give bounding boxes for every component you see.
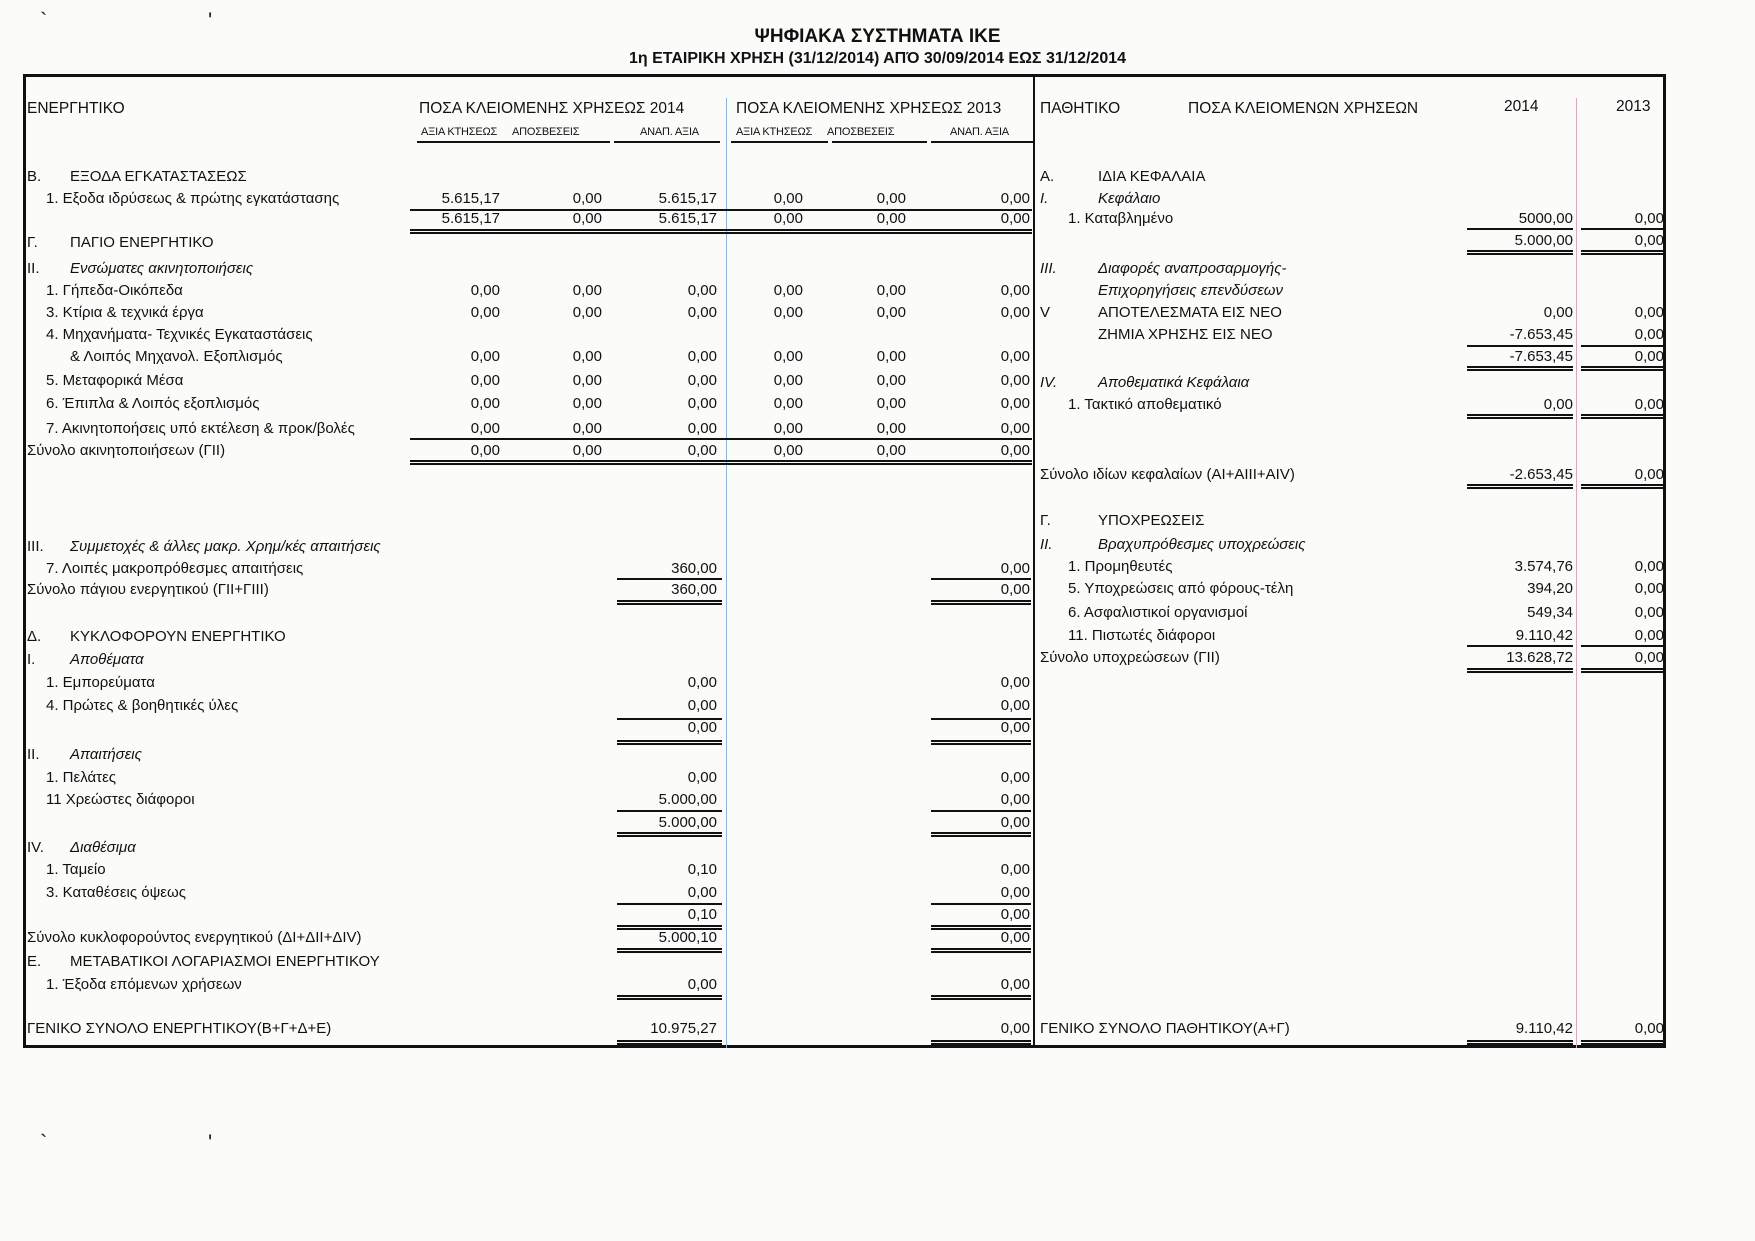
line-item-label: Σύνολο ακινητοποιήσεων (ΓΙΙ) xyxy=(27,442,226,459)
amount-cell: 0,00 xyxy=(687,372,717,389)
amount-cell: 0,00 xyxy=(572,420,602,437)
amount-cell: 0,00 xyxy=(687,304,717,321)
line-item-label: 7. Λοιπές μακροπρόθεσμες απαιτήσεις xyxy=(46,560,304,577)
amount-2013: 0,00 xyxy=(1000,906,1030,923)
amount-2014: 549,34 xyxy=(1527,604,1573,621)
amount-cell: 0,00 xyxy=(773,442,803,459)
amount-cell: 0,00 xyxy=(687,348,717,365)
line-item-label: Σύνολο ιδίων κεφαλαίων (ΑΙ+ΑΙΙΙ+ΑΙV) xyxy=(1040,466,1295,483)
amount-cell: 5.615,17 xyxy=(441,190,500,207)
amount-2014: 5.000,00 xyxy=(658,791,717,808)
double-underline xyxy=(1581,250,1665,255)
amount-cell: 0,00 xyxy=(1000,395,1030,412)
amount-2014: 13.628,72 xyxy=(1506,649,1573,666)
center-divider xyxy=(1033,74,1035,1048)
amount-2013: 0,00 xyxy=(1634,466,1664,483)
line-item-label: 1. Εμπορεύματα xyxy=(46,674,155,691)
group-2014-header: ΠΟΣΑ ΚΛΕΙΟΜΕΝΗΣ ΧΡΗΣΕΩΣ 2014 xyxy=(419,100,685,117)
double-underline xyxy=(1467,366,1573,371)
scan-mark: ` xyxy=(40,1130,48,1155)
subcol-header: ΑΞΙΑ ΚΤΗΣΕΩΣ xyxy=(421,126,498,138)
section-code: Α. xyxy=(1040,168,1055,185)
double-underline xyxy=(410,229,1032,234)
amount-2013: 0,00 xyxy=(1000,814,1030,831)
liabilities-title: ΠΑΘΗΤΙΚΟ xyxy=(1040,100,1121,117)
amount-cell: 0,00 xyxy=(572,282,602,299)
underline xyxy=(1581,228,1665,230)
section-label: ΑΠΟΤΕΛΕΣΜΑΤΑ ΕΙΣ ΝΕΟ xyxy=(1098,304,1282,321)
amount-cell: 0,00 xyxy=(1000,282,1030,299)
line-item-label: 1. Τακτικό αποθεματικό xyxy=(1068,396,1222,413)
amount-2013: 0,00 xyxy=(1000,791,1030,808)
section-label: Απαιτήσεις xyxy=(70,746,142,763)
underline xyxy=(931,810,1031,812)
amount-cell: 0,00 xyxy=(1000,442,1030,459)
amount-2013: 0,00 xyxy=(1634,232,1664,249)
amount-2014: 3.574,76 xyxy=(1514,558,1573,575)
line-item-label: ΖΗΜΙΑ ΧΡΗΣΗΣ ΕΙΣ ΝΕΟ xyxy=(1098,326,1273,343)
double-underline xyxy=(1581,484,1665,489)
amount-2013: 0,00 xyxy=(1634,558,1664,575)
line-item-label: 6. Ασφαλιστικοί οργανισμοί xyxy=(1068,604,1248,621)
amount-2014: 5.000,00 xyxy=(1514,232,1573,249)
amount-2013: 0,00 xyxy=(1000,581,1030,598)
amount-2013: 0,00 xyxy=(1000,929,1030,946)
section-label: Συμμετοχές & άλλες μακρ. Χρημ/κές απαιτήσεις xyxy=(70,538,381,555)
amount-2014: 0,10 xyxy=(687,861,717,878)
section-code: Ι. xyxy=(27,651,36,668)
section-code: V xyxy=(1040,304,1051,321)
amount-2013: 0,00 xyxy=(1000,674,1030,691)
scan-mark: ' xyxy=(208,8,213,33)
amount-2013: 0,00 xyxy=(1000,861,1030,878)
line-item-label: ΓΕΝΙΚΟ ΣΥΝΟΛΟ ΠΑΘΗΤΙΚΟΥ(Α+Γ) xyxy=(1040,1020,1290,1037)
line-item-label: 3. Κτίρια & τεχνικά έργα xyxy=(46,304,204,321)
line-item-label: 1. Γήπεδα-Οικόπεδα xyxy=(46,282,183,299)
section-code: IV. xyxy=(27,839,44,856)
amount-cell: 0,00 xyxy=(687,282,717,299)
amount-2013: 0,00 xyxy=(1000,1020,1030,1037)
amount-2013: 0,00 xyxy=(1634,580,1664,597)
amount-cell: 0,00 xyxy=(687,442,717,459)
amount-2014: 0,00 xyxy=(1543,304,1573,321)
amount-2013: 0,00 xyxy=(1000,697,1030,714)
double-underline xyxy=(617,1040,722,1045)
amount-cell: 0,00 xyxy=(1000,420,1030,437)
subcol-header: ΑΝΑΠ. ΑΞΙΑ xyxy=(950,126,1009,138)
amount-cell: 0,00 xyxy=(773,348,803,365)
double-underline xyxy=(931,740,1031,745)
line-item-label: 1. Πελάτες xyxy=(46,769,116,786)
amount-2013: 0,00 xyxy=(1634,396,1664,413)
amount-cell: 0,00 xyxy=(572,372,602,389)
amount-cell: 0,00 xyxy=(572,304,602,321)
line-item-label: Σύνολο κυκλοφορούντος ενεργητικού (ΔΙ+ΔΙΙ+ΔΙV) xyxy=(27,929,362,946)
year-2014-header: 2014 xyxy=(1504,98,1539,115)
amount-cell: 0,00 xyxy=(1000,210,1030,227)
section-label: Βραχυπρόθεσμες υποχρεώσεις xyxy=(1098,536,1306,553)
underline xyxy=(617,578,722,580)
amount-cell: 0,00 xyxy=(773,304,803,321)
amount-2014: -2.653,45 xyxy=(1509,466,1573,483)
amount-cell: 0,00 xyxy=(876,190,906,207)
amount-2013: 0,00 xyxy=(1000,976,1030,993)
amount-cell: 5.615,17 xyxy=(658,190,717,207)
amount-2014: 0,00 xyxy=(687,719,717,736)
double-underline xyxy=(617,740,722,745)
amount-2013: 0,00 xyxy=(1634,210,1664,227)
section-code: Γ. xyxy=(27,234,38,251)
amount-cell: 5.615,17 xyxy=(441,210,500,227)
section-code: Δ. xyxy=(27,628,42,645)
line-item-label: 1. Έξοδα επόμενων χρήσεων xyxy=(46,976,242,993)
amount-2013: 0,00 xyxy=(1634,627,1664,644)
amount-cell: 0,00 xyxy=(1000,372,1030,389)
year-2013-header: 2013 xyxy=(1616,98,1651,115)
line-item-label: 1. Προμηθευτές xyxy=(1068,558,1173,575)
amount-2014: 360,00 xyxy=(671,560,717,577)
double-underline xyxy=(617,832,722,837)
double-underline xyxy=(1467,414,1573,419)
amount-cell: 0,00 xyxy=(773,372,803,389)
double-underline xyxy=(410,460,1032,465)
underline xyxy=(1581,645,1665,647)
amount-cell: 5.615,17 xyxy=(658,210,717,227)
amount-2014: 9.110,42 xyxy=(1515,627,1573,644)
amount-2014: 0,00 xyxy=(687,976,717,993)
line-item-label: 6. Έπιπλα & Λοιπός εξοπλισμός xyxy=(46,395,260,412)
underline xyxy=(410,209,1032,211)
section-label: ΙΔΙΑ ΚΕΦΑΛΑΙΑ xyxy=(1098,168,1206,185)
section-code: ΙΙΙ. xyxy=(27,538,44,555)
section-label: ΕΞΟΔΑ ΕΓΚΑΤΑΣΤΑΣΕΩΣ xyxy=(70,168,247,185)
amount-2013: 0,00 xyxy=(1634,326,1664,343)
line-item-label: 1. Εξοδα ιδρύσεως & πρώτης εγκατάστασης xyxy=(46,190,340,207)
amount-2014: 0,00 xyxy=(687,769,717,786)
amount-2014: 360,00 xyxy=(671,581,717,598)
amount-cell: 0,00 xyxy=(773,190,803,207)
underline xyxy=(1467,645,1573,647)
section-label: ΚΥΚΛΟΦΟΡΟΥΝ ΕΝΕΡΓΗΤΙΚΟ xyxy=(70,628,286,645)
amount-2013: 0,00 xyxy=(1634,604,1664,621)
section-code: ΙΙΙ. xyxy=(1040,260,1057,277)
section-label: Διαφορές αναπροσαρμογής- xyxy=(1098,260,1287,277)
double-underline xyxy=(1467,250,1573,255)
amount-cell: 0,00 xyxy=(572,442,602,459)
double-underline xyxy=(617,995,722,1000)
amount-cell: 0,00 xyxy=(773,420,803,437)
line-item-label: 5. Μεταφορικά Μέσα xyxy=(46,372,184,389)
line-item-label: 7. Ακινητοποήσεις υπό εκτέλεση & προκ/βολές xyxy=(46,420,355,437)
subcol-header: ΑΠΟΣΒΕΣΕΙΣ xyxy=(512,126,580,138)
line-item-label: 4. Πρώτες & βοηθητικές ύλες xyxy=(46,697,239,714)
subcol-header: ΑΠΟΣΒΕΣΕΙΣ xyxy=(827,126,895,138)
line-item-label: 4. Μηχανήματα- Τεχνικές Εγκαταστάσεις xyxy=(46,326,313,343)
amount-cell: 0,00 xyxy=(470,304,500,321)
amount-cell: 0,00 xyxy=(876,442,906,459)
amount-2014: 5.000,00 xyxy=(658,814,717,831)
amount-cell: 0,00 xyxy=(1000,190,1030,207)
underline xyxy=(617,903,722,905)
double-underline xyxy=(1467,484,1573,489)
amount-2013: 0,00 xyxy=(1000,769,1030,786)
line-item-label: 3. Καταθέσεις όψεως xyxy=(46,884,186,901)
amount-cell: 0,00 xyxy=(470,282,500,299)
underline xyxy=(931,718,1031,720)
section-label: ΥΠΟΧΡΕΩΣΕΙΣ xyxy=(1098,512,1205,529)
amount-2013: 0,00 xyxy=(1634,304,1664,321)
amount-cell: 0,00 xyxy=(687,395,717,412)
amount-cell: 0,00 xyxy=(470,420,500,437)
section-code: Ι. xyxy=(1040,190,1049,207)
underline xyxy=(1581,345,1665,347)
amount-cell: 0,00 xyxy=(470,395,500,412)
section-code: Ε. xyxy=(27,953,42,970)
double-underline xyxy=(931,600,1031,605)
double-underline xyxy=(931,948,1031,953)
amount-cell: 0,00 xyxy=(876,372,906,389)
amount-cell: 0,00 xyxy=(773,282,803,299)
subcol-header: ΑΝΑΠ. ΑΞΙΑ xyxy=(640,126,699,138)
line-item-label: 5. Υποχρεώσεις από φόρους-τέλη xyxy=(1068,580,1294,597)
double-underline xyxy=(1467,668,1573,673)
double-underline xyxy=(617,600,722,605)
amount-2014: 5.000,10 xyxy=(658,929,717,946)
amount-cell: 0,00 xyxy=(876,395,906,412)
double-underline xyxy=(617,948,722,953)
assets-title: ΕΝΕΡΓΗΤΙΚΟ xyxy=(27,100,125,117)
amount-cell: 0,00 xyxy=(876,348,906,365)
amount-2014: 5000,00 xyxy=(1518,210,1573,227)
amount-cell: 0,00 xyxy=(687,420,717,437)
amount-cell: 0,00 xyxy=(572,348,602,365)
amount-cell: 0,00 xyxy=(572,395,602,412)
amount-2013: 0,00 xyxy=(1634,649,1664,666)
section-label: Αποθέματα xyxy=(70,651,144,668)
section-code: IV. xyxy=(1040,374,1058,391)
group-2013-header: ΠΟΣΑ ΚΛΕΙΟΜΕΝΗΣ ΧΡΗΣΕΩΣ 2013 xyxy=(736,100,1002,117)
amount-cell: 0,00 xyxy=(876,210,906,227)
line-item-label: 11. Πιστωτές διάφοροι xyxy=(1068,627,1216,644)
underline xyxy=(410,438,1032,440)
section-code: ΙΙ. xyxy=(1040,536,1053,553)
line-item-label: ΓΕΝΙΚΟ ΣΥΝΟΛΟ ΕΝΕΡΓΗΤΙΚΟΥ(Β+Γ+Δ+Ε) xyxy=(27,1020,332,1037)
amount-cell: 0,00 xyxy=(773,210,803,227)
amount-cell: 0,00 xyxy=(1000,348,1030,365)
amount-cell: 0,00 xyxy=(773,395,803,412)
amount-cell: 0,00 xyxy=(572,210,602,227)
amount-2014: 0,00 xyxy=(687,884,717,901)
amount-2013: 0,00 xyxy=(1000,560,1030,577)
section-code: ΙΙ. xyxy=(27,746,40,763)
line-item-label: 1. Καταβλημένο xyxy=(1068,210,1174,227)
scan-mark: ` xyxy=(40,8,48,33)
amount-2014: 9.110,42 xyxy=(1515,1020,1573,1037)
section-label: Ενσώματες ακινητοποιήσεις xyxy=(70,260,254,277)
underline xyxy=(617,810,722,812)
section-label: Διαθέσιμα xyxy=(70,839,136,856)
amount-2014: 394,20 xyxy=(1527,580,1573,597)
fiscal-period: 1η ΕΤΑΙΡΙΚΗ ΧΡΗΣΗ (31/12/2014) ΑΠΌ 30/09/2014 ΕΩΣ 31/12/2014 xyxy=(628,50,1127,67)
line-item-label: 1. Ταμείο xyxy=(46,861,106,878)
amount-cell: 0,00 xyxy=(470,372,500,389)
amount-2014: -7.653,45 xyxy=(1509,326,1573,343)
double-underline xyxy=(1581,366,1665,371)
amount-2013: 0,00 xyxy=(1634,348,1664,365)
underline xyxy=(1467,228,1573,230)
double-underline xyxy=(931,925,1031,930)
underline xyxy=(617,718,722,720)
line-item-label: 11 Χρεώστες διάφοροι xyxy=(46,791,195,808)
amount-cell: 0,00 xyxy=(876,420,906,437)
line-item-label: Σύνολο πάγιου ενεργητικού (ΓΙΙ+ΓΙΙΙ) xyxy=(27,581,269,598)
amounts-header: ΠΟΣΑ ΚΛΕΙΟΜΕΝΩΝ ΧΡΗΣΕΩΝ xyxy=(1188,100,1419,117)
amount-2013: 0,00 xyxy=(1000,719,1030,736)
underline xyxy=(931,578,1031,580)
double-underline xyxy=(1467,1040,1573,1045)
subcol-header: ΑΞΙΑ ΚΤΗΣΕΩΣ xyxy=(736,126,813,138)
amount-2013: 0,00 xyxy=(1000,884,1030,901)
section-code: Β. xyxy=(27,168,42,185)
company-name: ΨΗΦΙΑΚΑ ΣΥΣΤΗΜΑΤΑ ΙΚΕ xyxy=(754,26,1001,47)
amount-cell: 0,00 xyxy=(1000,304,1030,321)
section-code: ΙΙ. xyxy=(27,260,40,277)
underline xyxy=(1467,345,1573,347)
double-underline xyxy=(1581,414,1665,419)
section-code: Γ. xyxy=(1040,512,1051,529)
double-underline xyxy=(931,995,1031,1000)
section-label: ΜΕΤΑΒΑΤΙΚΟΙ ΛΟΓΑΡΙΑΣΜΟΙ ΕΝΕΡΓΗΤΙΚΟΥ xyxy=(70,953,380,970)
line-item-label: Επιχορηγήσεις επενδύσεων xyxy=(1098,282,1283,299)
amount-2014: 0,00 xyxy=(1543,396,1573,413)
amount-2014: 0,10 xyxy=(687,906,717,923)
section-label: Αποθεματικά Κεφάλαια xyxy=(1098,374,1250,391)
amount-2013: 0,00 xyxy=(1634,1020,1664,1037)
section-label: ΠΑΓΙΟ ΕΝΕΡΓΗΤΙΚΟ xyxy=(70,234,214,251)
line-item-label: & Λοιπός Μηχανολ. Εξοπλισμός xyxy=(70,348,283,365)
double-underline xyxy=(931,832,1031,837)
amount-cell: 0,00 xyxy=(470,442,500,459)
amount-2014: 0,00 xyxy=(687,674,717,691)
year-divider-left xyxy=(726,98,727,1048)
scan-mark: ' xyxy=(208,1130,213,1155)
double-underline xyxy=(1581,668,1665,673)
amount-cell: 0,00 xyxy=(876,304,906,321)
double-underline xyxy=(931,1040,1031,1045)
section-label: Κεφάλαιο xyxy=(1098,190,1161,207)
amount-2014: 0,00 xyxy=(687,697,717,714)
amount-cell: 0,00 xyxy=(876,282,906,299)
amount-cell: 0,00 xyxy=(470,348,500,365)
underline xyxy=(931,903,1031,905)
double-underline xyxy=(617,925,722,930)
double-underline xyxy=(1581,1040,1665,1045)
amount-2014: -7.653,45 xyxy=(1509,348,1573,365)
line-item-label: Σύνολο υποχρεώσεων (ΓΙΙ) xyxy=(1040,649,1220,666)
amount-cell: 0,00 xyxy=(572,190,602,207)
amount-2014: 10.975,27 xyxy=(650,1020,717,1037)
